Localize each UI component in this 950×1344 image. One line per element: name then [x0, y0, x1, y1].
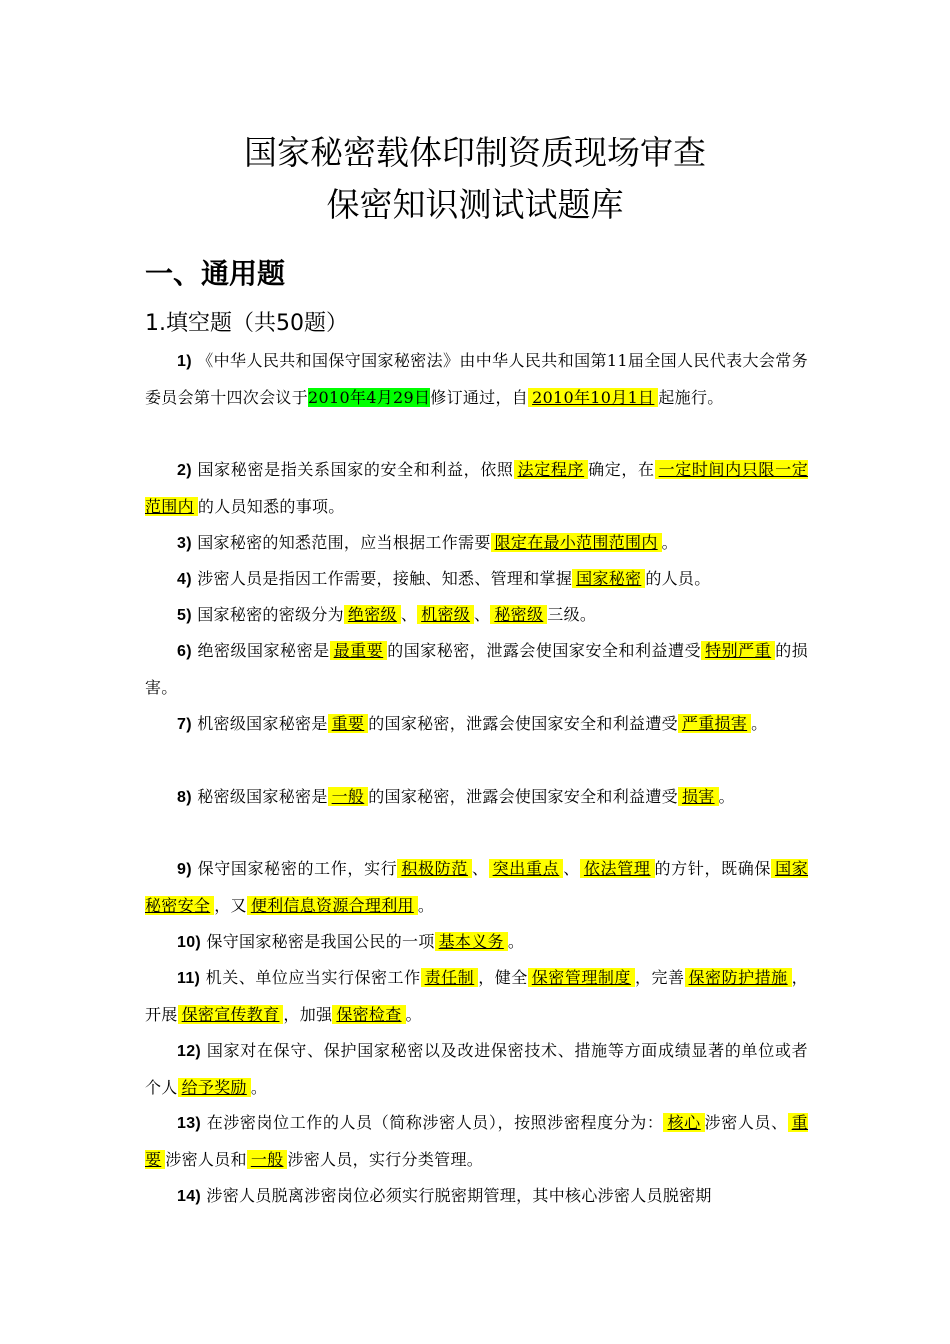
- question-8: 8) 秘密级国家秘密是 一般 的国家秘密，泄露会使国家安全和利益遭受 损害 。: [177, 787, 735, 806]
- document-title-line2: 保密知识测试试题库: [326, 185, 624, 224]
- answer: 机密级: [417, 605, 474, 624]
- answer: 保密检查: [332, 1005, 405, 1024]
- answer: 损害: [678, 787, 719, 806]
- question-5: 5) 国家秘密的密级分为 绝密级 、 机密级 、 秘密级 三级。: [177, 605, 597, 624]
- answer: 积极防范: [397, 859, 472, 878]
- answer: 严重损害: [678, 714, 751, 733]
- answer: 责任制: [421, 968, 479, 987]
- answer: 一般: [328, 787, 369, 806]
- question-7: 7) 机密级国家秘密是 重要 的国家秘密，泄露会使国家安全和利益遭受 严重损害 。: [177, 714, 768, 733]
- answer: 重要: [145, 1113, 808, 1170]
- question-1: 1) 《中华人民共和国保守国家秘密法》由中华人民共和国第11届全国人民代表大会常务委员会第十四次会议于2010年4月29日修订通过，自 2010年10月1日 起施行。: [145, 351, 808, 408]
- question-13: 13) 在涉密岗位工作的人员（简称涉密人员），按照涉密程度分为： 核心 涉密人员、 重要 涉密人员和 一般 涉密人员，实行分类管理。: [145, 1113, 808, 1170]
- question-10: 10) 保守国家秘密是我国公民的一项 基本义务 。: [177, 932, 525, 951]
- question-6: 6) 绝密级国家秘密是 最重要 的国家秘密，泄露会使国家安全和利益遭受 特别严重 的损害。: [145, 641, 809, 698]
- answer: 依法管理: [580, 859, 655, 878]
- answer: 保密防护措施: [685, 968, 792, 987]
- answer: 重要: [328, 714, 369, 733]
- subsection-heading: 1.填空题（共50题）: [145, 311, 348, 336]
- question-11: 11) 机关、单位应当实行保密工作 责任制 ，健全 保密管理制度 ，完善 保密防护措施 ，开展 保密宣传教育 ，加强 保密检查 。: [145, 968, 808, 1025]
- answer: 一般: [247, 1150, 288, 1169]
- answer: 最重要: [330, 641, 388, 660]
- answer: 特别严重: [701, 641, 775, 660]
- answer: 秘密级: [490, 605, 547, 624]
- answer: 法定程序: [514, 460, 589, 479]
- answer: 限定在最小范围范围内: [491, 533, 662, 552]
- answer: 国家秘密: [572, 569, 645, 588]
- answer: 便利信息资源合理利用: [247, 896, 418, 915]
- question-4: 4) 涉密人员是指因工作需要，接触、知悉、管理和掌握 国家秘密 的人员。: [177, 569, 711, 588]
- answer: 绝密级: [344, 605, 401, 624]
- answer: 一定时间内只限一定范围内: [145, 460, 809, 517]
- answer: 国家秘密安全: [145, 859, 809, 916]
- answer: 核心: [663, 1113, 704, 1132]
- question-14: 14) 涉密人员脱离涉密岗位必须实行脱密期管理，其中核心涉密人员脱密期: [177, 1186, 712, 1205]
- question-2: 2) 国家秘密是指关系国家的安全和利益，依照 法定程序 确定，在 一定时间内只限一定范围内 的人员知悉的事项。: [145, 460, 809, 517]
- question-3: 3) 国家秘密的知悉范围，应当根据工作需要 限定在最小范围范围内 。: [177, 533, 678, 552]
- document-title-line1: 国家秘密载体印制资质现场审查: [244, 133, 706, 172]
- question-9: 9) 保守国家秘密的工作，实行 积极防范 、 突出重点 、 依法管理 的方针，既确保 国家秘密安全 ，又 便利信息资源合理利用 。: [145, 859, 809, 916]
- answer: 突出重点: [489, 859, 564, 878]
- answer: 保密管理制度: [528, 968, 635, 987]
- answer: 基本义务: [435, 932, 508, 951]
- answer: 2010年10月1日: [528, 388, 658, 407]
- section-heading: 一、通用题: [145, 257, 286, 290]
- answer: 保密宣传教育: [178, 1005, 284, 1024]
- answer: 给予奖励: [178, 1078, 251, 1097]
- question-12: 12) 国家对在保守、保护国家秘密以及改进保密技术、措施等方面成绩显著的单位或者个人 给予奖励 。: [145, 1041, 808, 1098]
- answer: 2010年4月29日: [308, 388, 431, 408]
